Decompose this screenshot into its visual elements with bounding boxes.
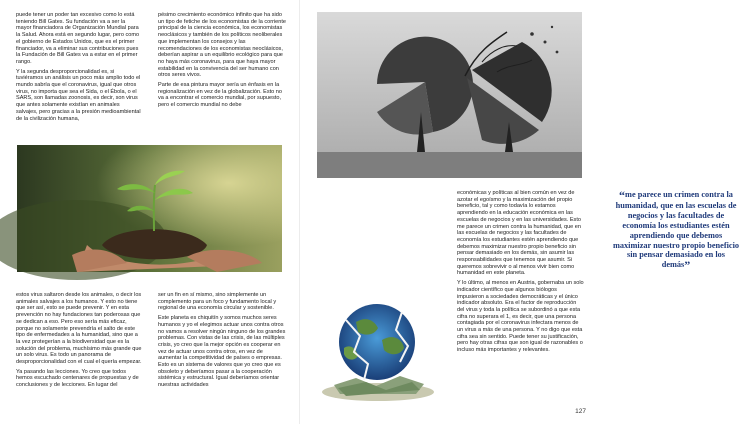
close-quote-icon: ” [684, 258, 691, 273]
page-number: 127 [575, 408, 586, 415]
left-page [0, 0, 300, 424]
left-column-2-bottom [158, 292, 286, 417]
left-column-1-top [16, 12, 142, 137]
cracked-globe-money-photo [316, 290, 439, 404]
right-page [300, 0, 740, 424]
paragraph: Parte de esa pintura mayor sería un énfasis en la regionalización en vez de la globalización. Esto no va a encontrar el comercio mundial, por supuesto, pero el comercio mundial no debe [158, 82, 282, 109]
pie-chart-tree-photo [317, 12, 582, 178]
paragraph: Este planeta es chiquitín y somos muchos seres humanos y yo el elegimos actuar unos contra otros no vamos a resolver ningún ninguno de los grandes problemas. Con vistas de las crisis, de las múltiples crisis, yo creo que la mejor opción es cooperar en vez de actuar unos contra otros, en vez de aumentar la competitividad de países o empresas. Esto es un sistema de valores que yo creo que es obsoleto y deberíamos pasar a la cooperación sistémica y estructural. Igual deberíamos orientar nuestras actividades [158, 315, 286, 389]
paragraph: estos virus saltaron desde los animales, o decir los animales salvajes a los humanos. Y esto no tiene que ser así, esto se puede prevenir. Y en esta prevención no hay fundaciones tan poderosas que se dedican a eso. Pero eso sería más eficaz, porque no solamente prevendría el salto de este tipo de enfermedades a la humanidad, sino que a la vez protegerían a la biodiversidad que es la solución del problema, muchísimo más grande que un solo virus. Es todo un panorama de desproporcionalidad con el cual el quería empezar. [16, 292, 142, 366]
pull-quote [612, 190, 740, 271]
paragraph: Y la segunda desproporcionalidad es, si tuviéramos un análisis un poco más amplio todo el mundo sabría que el coronavirus, igual que otros virus, no importa que sea el Sida, o el Ébola, o el SARS, son llamadas zoonosis, es decir, son virus que antes solamente existían en animales salvajes, pero gracias a la presión medioambiental de la civilización humana, [16, 68, 141, 122]
paragraph: pésimo crecimiento económico infinito que ha sido un tipo de fetiche de los economistas de la corriente principal de la ciencia económica, los economistas neoclásicos y también de los políticos neoliberales que implementan los consejos y las recomendaciones de los economistas neoclásicos, deberían aspirar a un equilibrio ecológico para que no haya más coronavirus, para que haya mayor estabilidad en la convivencia del ser humano con otros seres vivos. [158, 12, 286, 79]
open-quote-icon: “ [619, 188, 626, 202]
pie-tree-image [317, 12, 582, 178]
left-column-1-bottom [16, 292, 142, 417]
seedling-image [17, 145, 282, 272]
paragraph: Ya pasando las lecciones. Yo creo que todos hemos escuchado centenares de propuestas y de conclusiones y de lecciones. En lugar del [16, 368, 139, 389]
hands-holding-seedling-photo [17, 145, 282, 272]
pull-quote-text: me parece un crimen contra la humanidad, que en las escuelas de negocios y las facultades de economía los estudiantes estén aprendiendo que debemos maximizar nuestro propio beneficio sin pensar demasiado en los demás [612, 190, 740, 270]
paragraph: puede tener un poder tan excesivo como lo está teniendo Bill Gates. Su fundación va a ser la mayor financiadora de Organización Mundial para la Salud. Ahora está en segundo lugar, pero como el gobierno de Estados Unidos, que es el primer financiador, va a eliminar sus contribuciones pues la Fundación de Bill Gates va a estar en el primer rango. [16, 12, 140, 65]
globe-image [316, 290, 439, 404]
paragraph: ser un fin en sí mismo, sino simplemente un complemento para un foco y fundamento local y regional de una economía circular y sostenible. [158, 292, 277, 312]
paragraph: Y lo último, al menos en Austria, gobernaba un solo indicador científico que algunos biólogos impusieron a sociedades democráticas y el único indicador absoluto. Era el factor de reproducción del virus y toda la política se subordinó a que esta cifra no superara el 1, es decir, que una persona contagiada por el coronavirus infectara menos de un virus a más de una persona. Y no digo que esta cifra sea sin sentido. Puede tener su justificación, pero hay otras cifras que son igual de razonables o incluso más importantes y relevantes. [457, 280, 584, 354]
left-column-2-top [158, 12, 286, 137]
right-column [457, 190, 584, 410]
paragraph: económicas y políticas al bien común en vez de azotar el egoísmo y la maximización del propio beneficio, tal y como todavía lo estamos aprendiendo en la educación económica en las escuelas de negocios y en las universidades. Esto me parece un crimen contra la humanidad, que en las escuelas de negocios y las facultades de economía los estudiantes estén aprendiendo que debemos maximizar nuestro propio beneficio sin pensar demasiado en los demás, sin asumir las responsabilidades que tenemos que asumir. Si queremos sobrevivir o al menos vivir bien como humanidad en este planeta. [457, 190, 581, 277]
